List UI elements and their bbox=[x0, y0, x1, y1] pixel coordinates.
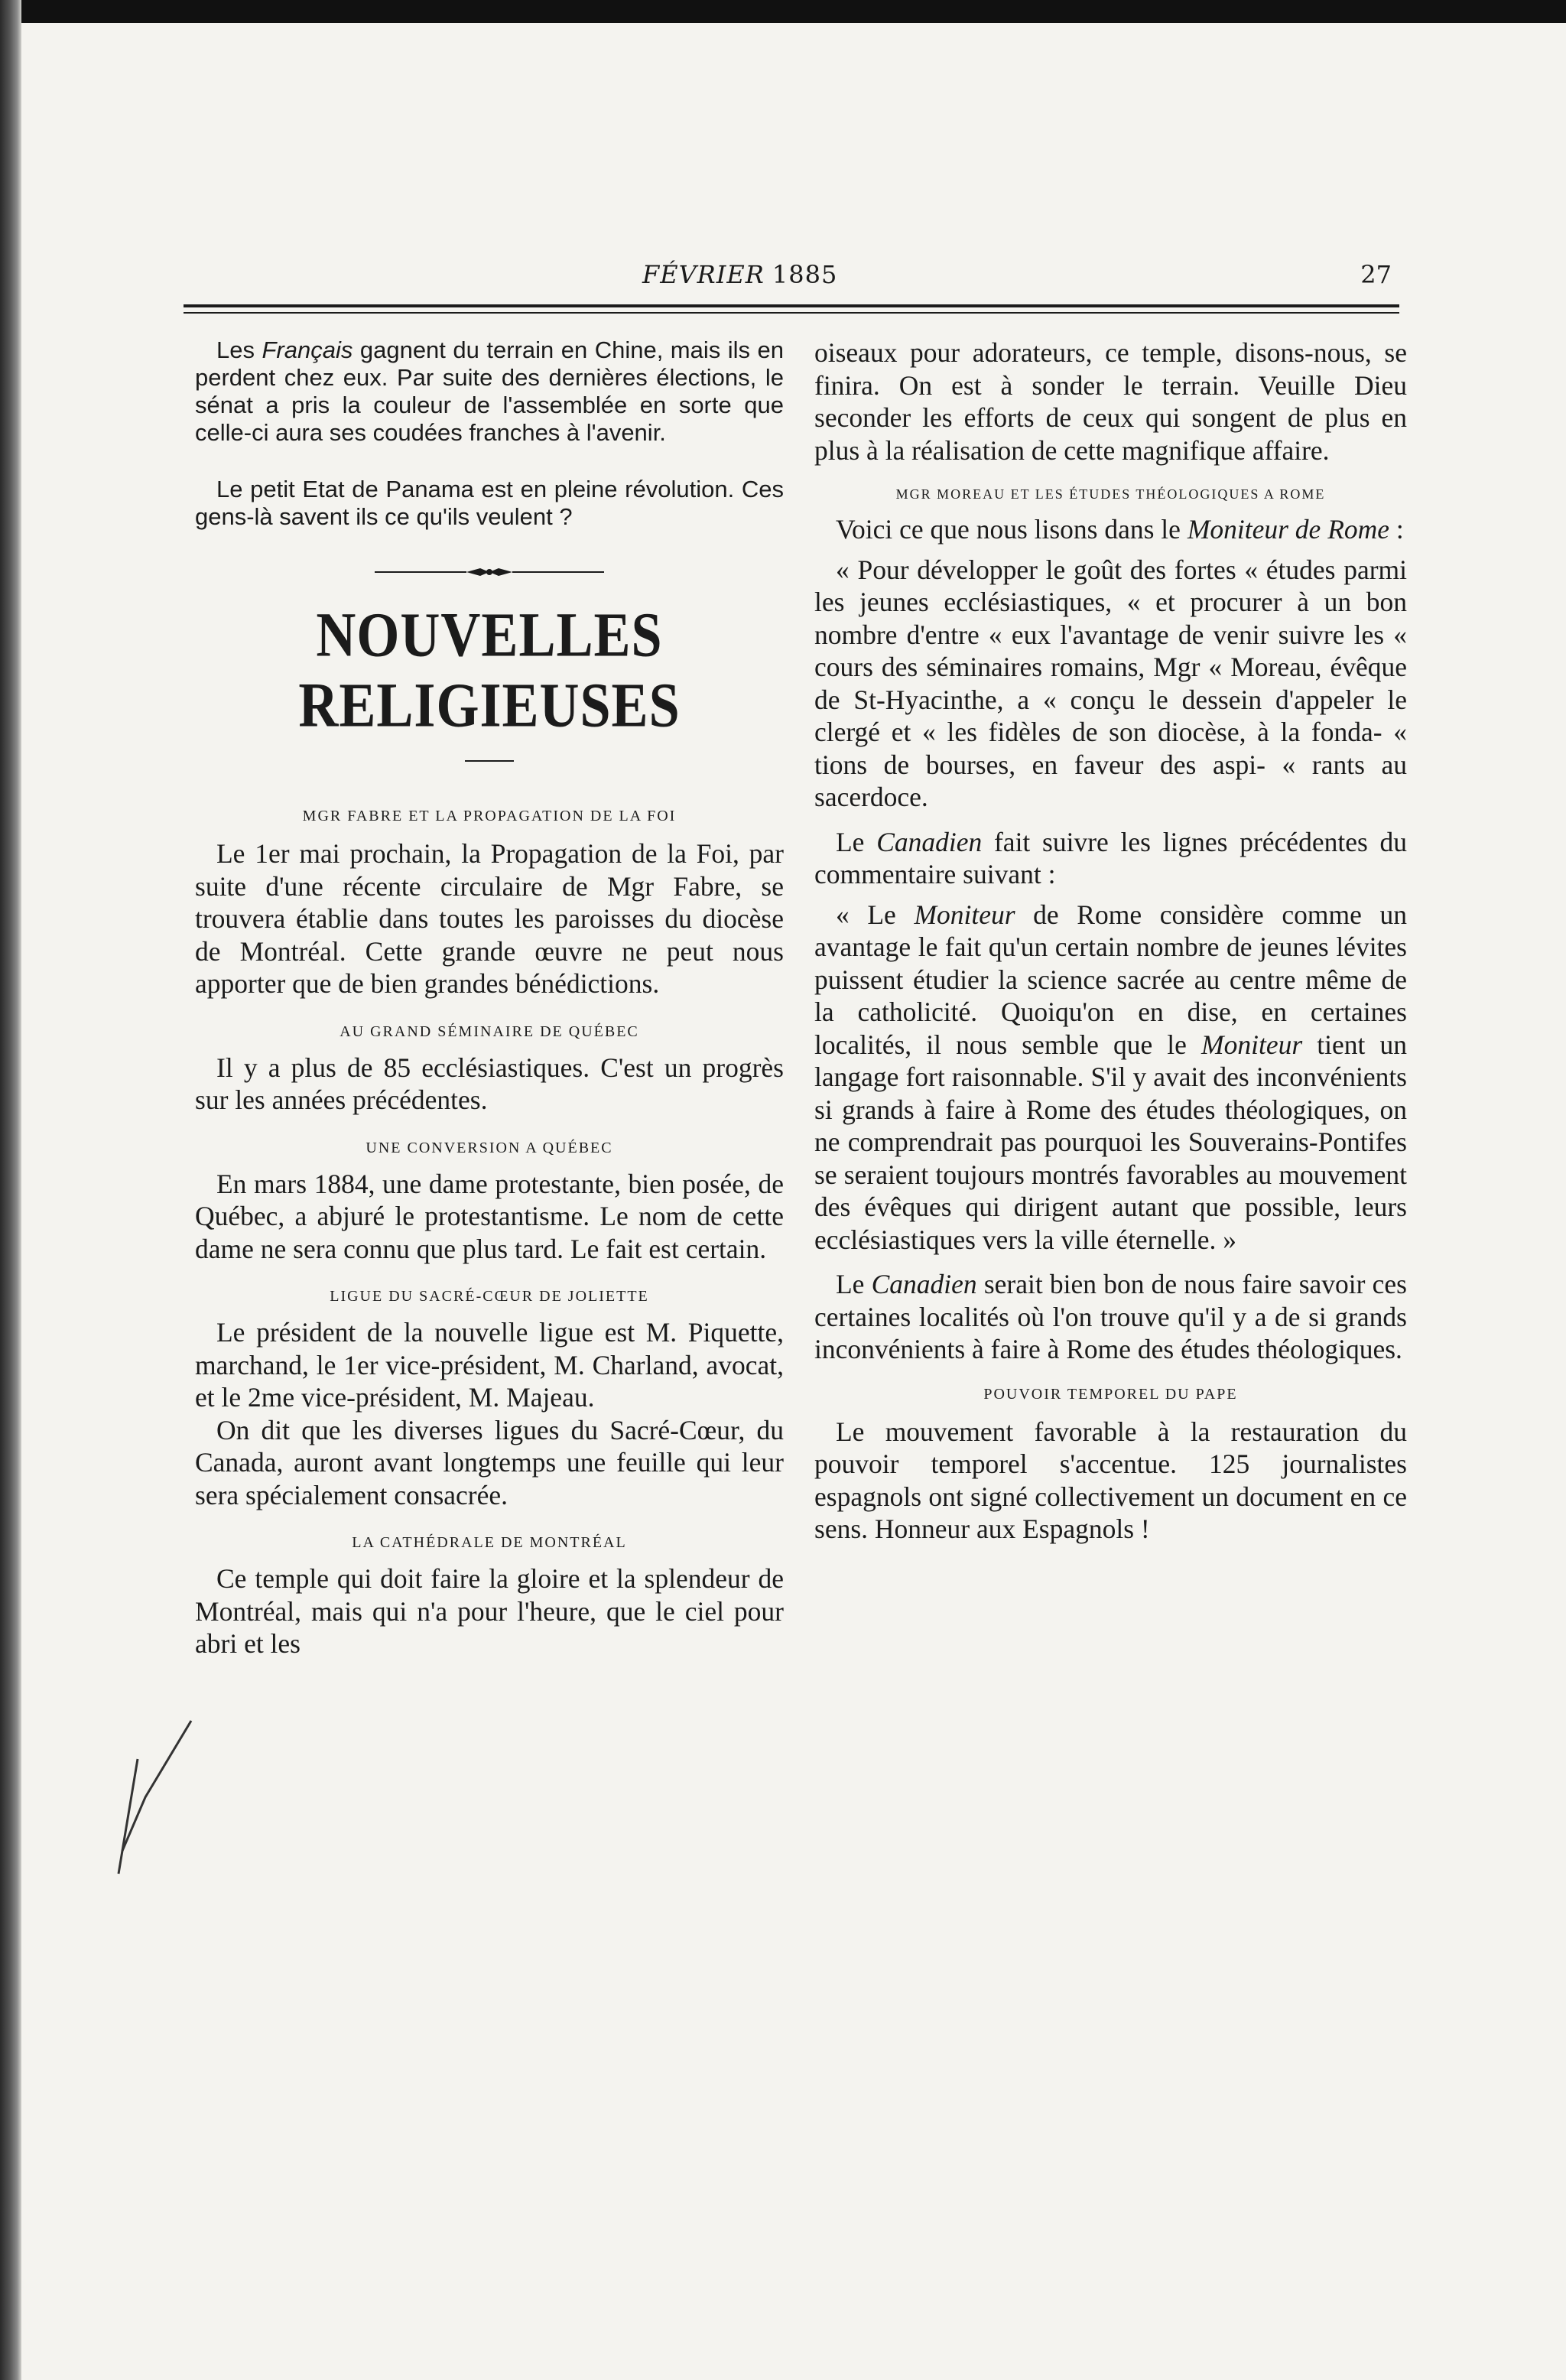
italic-title: Moniteur bbox=[914, 899, 1015, 930]
text-span: « Le bbox=[836, 899, 915, 930]
paragraph-canadien-reply bbox=[814, 1268, 1407, 1366]
text-span: gagnent du terrain en Chine, mais ils en perdent chez eux. Par suite des dernières élections, le sénat a pris la couleur de l'assemblée en sorte que celle-ci aura ses coudées franches à l'avenir. bbox=[195, 337, 784, 446]
paragraph-fabre: Le 1er mai prochain, la Propagation de la Foi, par suite d'une récente circulaire de Mgr Fabre, se trouvera établie dans toutes les paroisses du diocèse de Montréal. Cette grande œuvre ne peut nous apporter que de bien grandes bénédictions. bbox=[195, 838, 784, 999]
year: 1885 bbox=[772, 260, 838, 289]
header-rule-thick bbox=[184, 304, 1399, 307]
text-span: tient un langage fort raisonnable. S'il y avait des inconvénients si grands à faire à Rome des études théologiques, on ne comprendrait pas pourquoi les Souverains-Pontifes se seraient toujours montrés favorables au mouvement des évêques qui dirigent autant que possible, leurs ecclésiastiques vers la ville éternelle. » bbox=[814, 1029, 1407, 1255]
running-title bbox=[642, 260, 837, 289]
paragraph-cathedrale-cont: oiseaux pour adorateurs, ce temple, disons-nous, se finira. On est à sonder le terrain. Veuille Dieu seconder les efforts de ceux qui songent de plus en plus à la réalisation de cette magnifique affaire. bbox=[814, 337, 1407, 466]
left-column bbox=[195, 337, 784, 1660]
paragraph-seminaire: Il y a plus de 85 ecclésiastiques. C'est un progrès sur les années précédentes. bbox=[195, 1052, 784, 1115]
subhead-fabre: MGR FABRE ET LA PROPAGATION DE LA FOI bbox=[302, 808, 677, 824]
right-column bbox=[814, 337, 1407, 1546]
paragraph-cathedrale: Ce temple qui doit faire la gloire et la splendeur de Montréal, mais qui n'a pour l'heure, que le ciel pour abri et les bbox=[195, 1563, 784, 1659]
header-rule-thin bbox=[184, 312, 1399, 314]
text-span: serait bien bon de nous faire savoir ces certaines localités où l'on trouve qu'il y a de si grands inconvénients à faire à Rome des études théologiques. bbox=[814, 1269, 1407, 1364]
subhead-seminaire: AU GRAND SÉMINAIRE DE QUÉBEC bbox=[340, 1023, 639, 1040]
book-binding-edge bbox=[0, 0, 21, 2380]
italic-title: Canadien bbox=[871, 1269, 977, 1299]
subhead-ligue: LIGUE DU SACRÉ-CŒUR DE JOLIETTE bbox=[330, 1288, 649, 1305]
italic-title: Canadien bbox=[876, 826, 983, 857]
page-top-edge bbox=[0, 0, 1566, 23]
month-title: FÉVRIER bbox=[642, 260, 765, 289]
text-span: Le bbox=[836, 826, 877, 857]
subhead-pouvoir: POUVOIR TEMPOREL DU PAPE bbox=[983, 1385, 1238, 1403]
italic-title: Moniteur bbox=[1201, 1029, 1303, 1060]
paragraph-conversion: En mars 1884, une dame protestante, bien posée, de Québec, a abjuré le protestantisme. Le nom de cette dame ne sera connu que plus tard. Le fait est certain. bbox=[195, 1168, 784, 1264]
paragraph-pouvoir: Le mouvement favorable à la restauration du pouvoir temporel s'accentue. 125 journalistes espagnols ont signé collectivement un document en ce sens. Honneur aux Espagnols ! bbox=[814, 1416, 1407, 1544]
italic-title: Moniteur de Rome bbox=[1187, 514, 1390, 545]
quote-canadien bbox=[814, 899, 1407, 1257]
subhead-moreau: MGR MOREAU ET LES ÉTUDES THÉOLOGIQUES A ROME bbox=[895, 486, 1326, 502]
italic-word: Français bbox=[262, 337, 353, 363]
subhead-cathedrale: LA CATHÉDRALE DE MONTRÉAL bbox=[352, 1534, 627, 1551]
subhead-conversion: UNE CONVERSION A QUÉBEC bbox=[366, 1139, 613, 1156]
text-span: : bbox=[1389, 514, 1404, 545]
news-paragraph-panama: Le petit Etat de Panama est en pleine révolution. Ces gens-là savent ils ce qu'ils veulent ? bbox=[195, 476, 784, 530]
running-header bbox=[184, 260, 1399, 306]
page-number: 27 bbox=[1360, 260, 1392, 289]
section-headline: NOUVELLES RELIGIEUSES bbox=[298, 600, 681, 740]
paragraph-ligue-1: Le président de la nouvelle ligue est M. Piquette, marchand, le 1er vice-président, M. Charland, avocat, et le 2me vice-président, M. Majeau. bbox=[195, 1317, 784, 1413]
ornament-divider-icon bbox=[375, 566, 604, 578]
text-span: Le bbox=[836, 1269, 872, 1299]
pencil-margin-mark-icon bbox=[92, 1713, 199, 1881]
quote-moniteur: « Pour développer le goût des fortes « études parmi les jeunes ecclésiastiques, « et procurer à un bon nombre d'entre « eux l'avantage de venir suivre les « cours des séminaires romains, Mgr « Moreau, évêque de St-Hyacinthe, a « conçu le dessein d'appeler le clergé et « les fidèles de son diocèse, à la fonda- « tions de bourses, en faveur des aspi- « rants au sacerdoce. bbox=[814, 554, 1407, 812]
text-span: Voici ce que nous lisons dans le bbox=[836, 514, 1187, 545]
news-paragraph-france bbox=[195, 337, 784, 447]
text-span: fait suivre les lignes précédentes du commentaire suivant : bbox=[814, 826, 1407, 889]
paragraph-canadien-intro bbox=[814, 826, 1407, 891]
text-span: Les bbox=[216, 337, 262, 363]
paragraph-ligue-2: On dit que les diverses ligues du Sacré-Cœur, du Canada, auront avant longtemps une feuille qui leur sera spécialement consacrée. bbox=[195, 1414, 784, 1510]
text-span: de Rome considère comme un avantage le fait qu'un certain nombre de jeunes lévites puissent étudier la science sacrée au centre même de la catholicité. Quoiqu'on en dise, en certaines localités, il nous semble que le bbox=[814, 899, 1407, 1060]
paragraph-moniteur-intro bbox=[814, 513, 1407, 546]
